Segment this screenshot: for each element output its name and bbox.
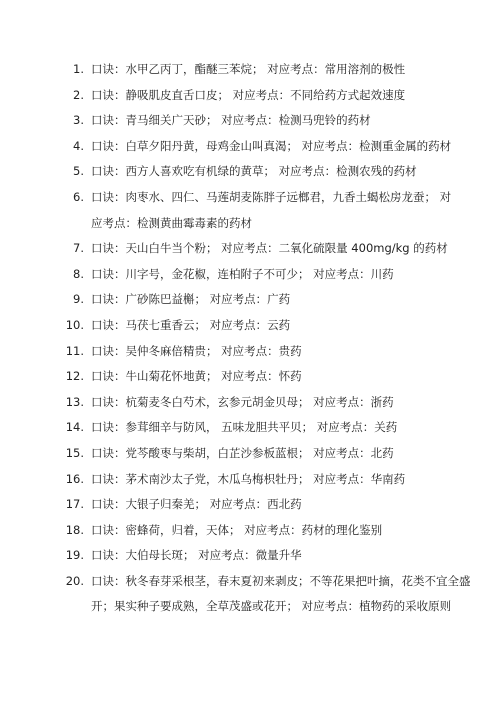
list-item	[0, 339, 500, 365]
list-item-text	[91, 287, 438, 313]
list-item	[0, 134, 500, 160]
list-item-line: 口诀：茅术南沙太子党，木瓜乌梅枳牡丹； 对应考点：华南药	[91, 471, 406, 486]
list-item-line: 口诀：水甲乙丙丁，酯醚三苯烷； 对应考点：常用溶剂的极性	[91, 62, 406, 76]
list-item-text	[91, 108, 438, 134]
list-item	[0, 83, 500, 109]
list-item-number: 5.	[73, 164, 84, 179]
list-item-text	[91, 569, 471, 620]
list-item-number: 3.	[73, 113, 84, 128]
list-item-text	[91, 492, 438, 518]
list-item-text	[91, 543, 438, 569]
list-item-text	[91, 364, 438, 390]
list-item-line: 口诀：马茯七重香云； 对应考点：云药	[91, 317, 291, 332]
list-item	[0, 415, 500, 441]
list-item-line: 口诀：静吸肌皮直舌口皮； 对应考点：不同给药方式起效速度	[91, 87, 406, 102]
list-item-number: 12.	[65, 369, 84, 384]
list-item-line: 口诀：秋冬春芽采根茎，春末夏初来剥皮；不等花果把叶摘，花类不宜全盛	[91, 573, 471, 588]
list-item-text	[91, 390, 438, 416]
list-item-text	[91, 236, 448, 262]
list-item-line: 应考点：检测黄曲霉毒素的药材	[91, 215, 252, 230]
list-item-line: 口诀：西方人喜欢吃有机绿的黄草； 对应考点：检测农残的药材	[91, 164, 417, 179]
list-item-text	[91, 159, 438, 185]
list-item-line: 口诀：杭菊麦冬白芍术，玄参元胡金贝母； 对应考点：浙药	[91, 394, 394, 409]
list-item-number: 9.	[73, 292, 84, 307]
list-item	[0, 108, 500, 134]
list-item-text	[91, 467, 438, 493]
list-item-line: 开；果实种子要成熟，全草茂盛或花开； 对应考点：植物药的采收原则	[91, 599, 452, 614]
list-item	[0, 236, 500, 262]
list-item-line: 口诀：吴仲冬麻倍精贵； 对应考点：贵药	[91, 343, 302, 358]
list-item-line: 口诀：白草夕阳丹黄，母鸡金山叫真渴； 对应考点：检测重金属的药材	[91, 138, 452, 153]
list-item-number: 19.	[65, 548, 84, 563]
list-item	[0, 390, 500, 416]
list-item-text	[91, 441, 438, 467]
list-item	[0, 569, 500, 620]
list-item-line: 口诀：牛山菊花怀地黄； 对应考点：怀药	[91, 369, 302, 384]
list-item-number: 18.	[65, 522, 84, 537]
list-item-text	[91, 57, 438, 83]
list-item-line: 口诀：青马细关广天砂； 对应考点：检测马兜铃的药材	[91, 113, 371, 128]
list-item-line: 口诀：党芩酸枣与柴胡，白芷沙参板蓝根； 对应考点：北药	[91, 445, 394, 460]
list-item-text	[91, 185, 452, 236]
list-item	[0, 287, 500, 313]
list-item-text	[91, 262, 438, 288]
list-item	[0, 262, 500, 288]
list-item-number: 16.	[65, 471, 84, 486]
list-item-text	[91, 83, 438, 109]
list-item-number: 7.	[73, 241, 84, 256]
list-item	[0, 441, 500, 467]
list-item	[0, 518, 500, 544]
list-item-number: 15.	[65, 445, 84, 460]
list-item-number: 2.	[73, 87, 84, 102]
list-item-number: 20.	[65, 573, 84, 588]
list-item	[0, 313, 500, 339]
list-item-number: 10.	[65, 317, 84, 332]
list-item-line: 口诀：密蜂荷，归着，天体； 对应考点：药材的理化鉴别	[91, 522, 383, 537]
list-item-text	[91, 415, 438, 441]
list-item	[0, 185, 500, 236]
list-item-number: 11.	[65, 343, 84, 358]
list-item-line: 口诀：参茸细辛与防风， 五味龙胆共平贝； 对应考点：关药	[91, 420, 398, 435]
list-item	[0, 543, 500, 569]
list-item-text	[91, 339, 438, 365]
list-item-text	[91, 134, 452, 160]
list-item	[0, 467, 500, 493]
list-item	[0, 159, 500, 185]
list-item-number: 1.	[73, 62, 84, 76]
list-item-line: 口诀：大银子归秦羌； 对应考点：西北药	[91, 497, 302, 512]
list-item-number: 4.	[73, 138, 84, 153]
list-item-number: 13.	[65, 394, 84, 409]
list-item-number: 6.	[73, 189, 84, 204]
list-item	[0, 364, 500, 390]
list-item-number: 14.	[65, 420, 84, 435]
list-item-text	[91, 518, 438, 544]
list-item-number: 8.	[73, 266, 84, 281]
list-item-line: 口诀：广砂陈巴益槲； 对应考点：广药	[91, 292, 291, 307]
list-item-line: 口诀：天山白牛当个粉； 对应考点：二氧化硫限量 400mg/kg 的药材	[91, 241, 448, 256]
list-item	[0, 492, 500, 518]
list-item-text	[91, 313, 438, 339]
list-item	[0, 57, 500, 83]
list-item-line: 口诀：肉枣水、四仁、马莲胡麦陈胖子远榔君，九香土蝎松房龙蚕； 对	[91, 189, 452, 204]
document-page	[0, 57, 500, 620]
list-item-line: 口诀：大伯母长斑； 对应考点：微量升华	[91, 548, 302, 563]
list-item-number: 17.	[65, 497, 84, 512]
list-item-line: 口诀：川字号，金花椒，连柏附子不可少； 对应考点：川药	[91, 266, 394, 281]
